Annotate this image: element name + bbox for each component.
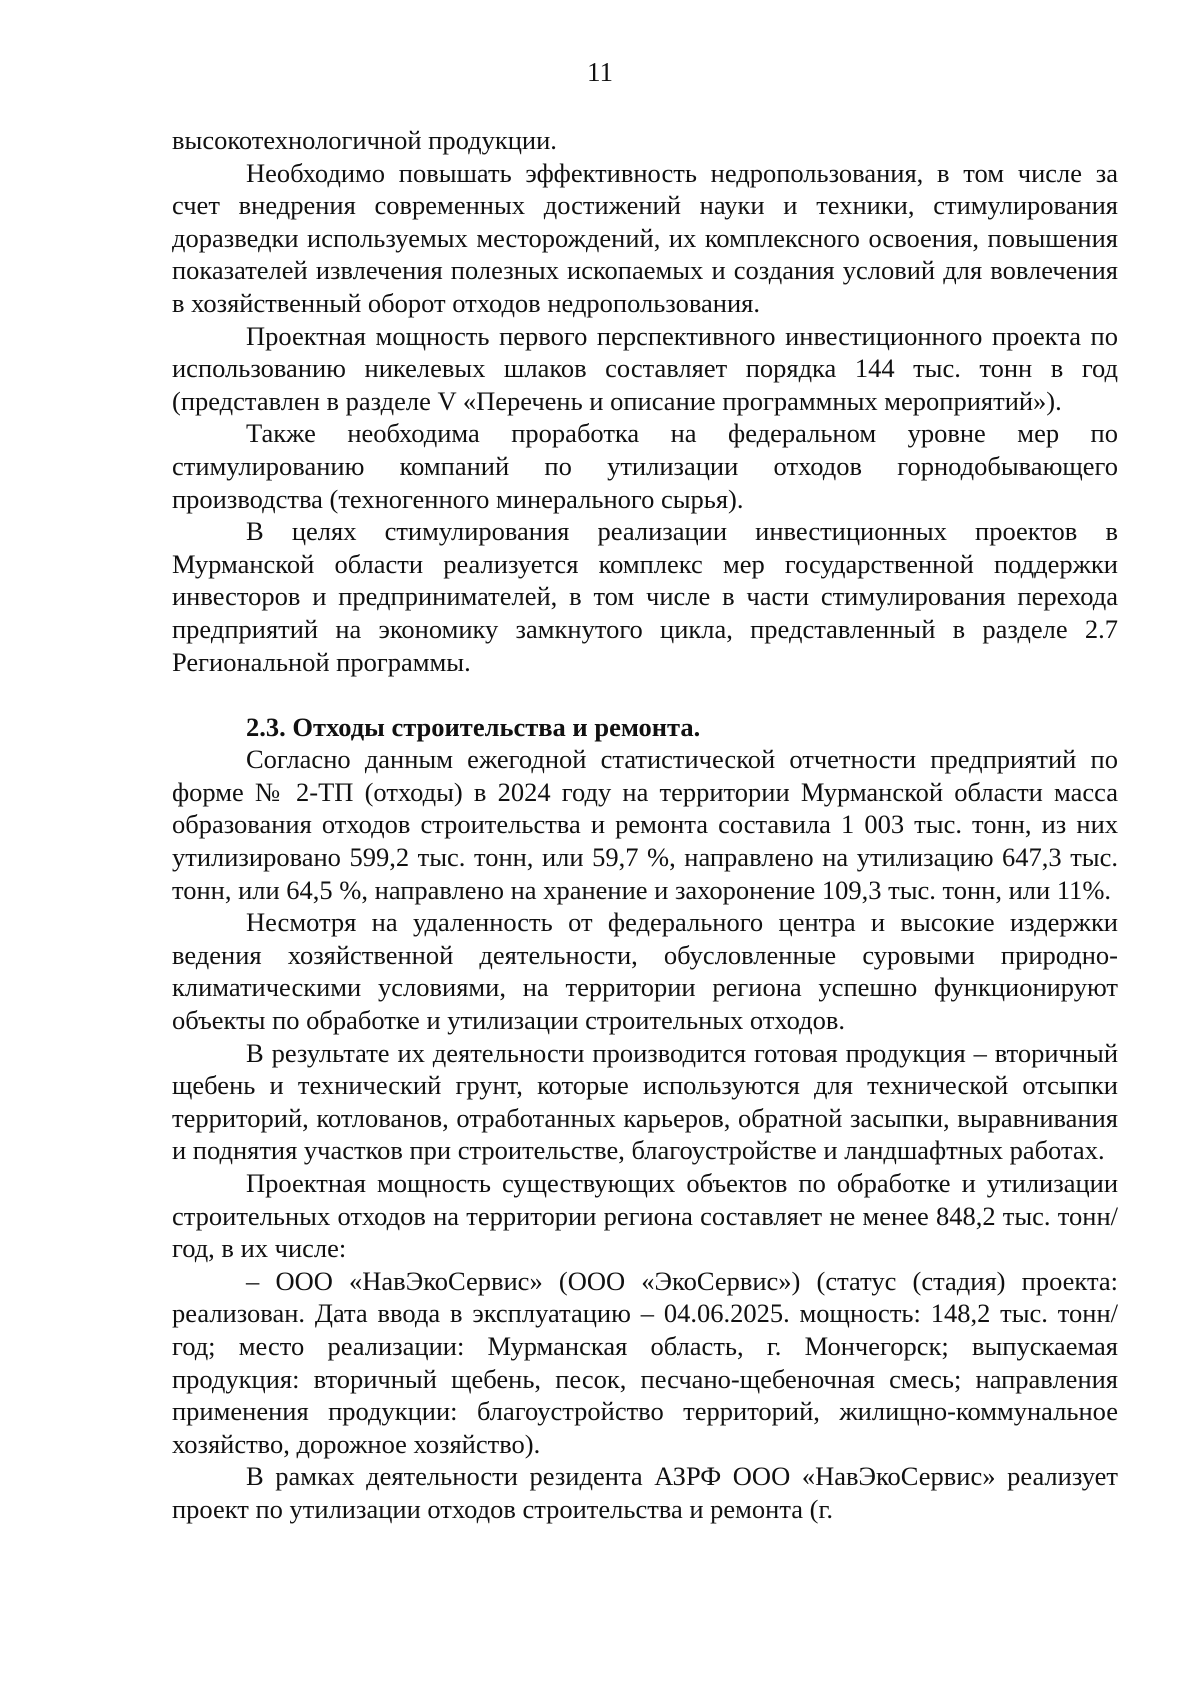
paragraph-azrf-resident: В рамках деятельности резидента АЗРФ ООО «НавЭкоСервис» реализует проект по утилизации отходов строительства и ремонта (г. xyxy=(172,1461,1118,1524)
paragraph-investment-support: В целях стимулирования реализации инвестиционных проектов в Мурманской области реализуется комплекс мер государственной поддержки инвесторов и предпринимателей, в том числе в части стимулирования перехода предприятий на экономику замкнутого цикла, представленный в разделе 2.7 Региональной программы. xyxy=(172,516,1118,677)
paragraph-regional-facilities: Несмотря на удаленность от федерального центра и высокие издержки ведения хозяйственной деятельности, обусловленные суровыми природно-климатическими условиями, на территории региона успешно функционируют объекты по обработке и утилизации строительных отходов. xyxy=(172,907,1118,1036)
paragraph-statistics: Согласно данным ежегодной статистической отчетности предприятий по форме № 2-ТП (отходы) в 2024 году на территории Мурманской области масса образования отходов строительства и ремонта составила 1 003 тыс. тонн, из них утилизировано 599,2 тыс. тонн, или 59,7 %, направлено на утилизацию 647,3 тыс. тонн, или 64,5 %, направлено на хранение и захоронение 109,3 тыс. тонн, или 11%. xyxy=(172,744,1118,905)
paragraph-navecoservice-item: – ООО «НавЭкоСервис» (ООО «ЭкоСервис») (статус (стадия) проекта: реализован. Дата ввода в эксплуатацию – 04.06.2025. мощность: 148,2 тыс. тонн/ год; место реализации: Мурманская область, г. Мончегорск; выпускаемая продукция: вторичный щебень, песок, песчано-щебеночная смесь; направления применения продукции: благоустройство территорий, жилищно-коммунальное хозяйство, дорожное хозяйство). xyxy=(172,1265,1118,1459)
paragraph-continuation: высокотехнологичной продукции. xyxy=(172,125,557,155)
paragraph-products: В результате их деятельности производится готовая продукция – вторичный щебень и технический грунт, которые используются для технической отсыпки территорий, котлованов, отработанных карьеров, обратной засыпки, выравнивания и поднятия участков при строительстве, благоустройстве и ландшафтных работах. xyxy=(172,1037,1118,1166)
document-body xyxy=(172,124,1118,1526)
paragraph-capacity: Проектная мощность существующих объектов по обработке и утилизации строительных отходов на территории региона составляет не менее 848,2 тыс. тонн/год, в их числе: xyxy=(172,1168,1118,1264)
page-number: 11 xyxy=(587,57,613,87)
paragraph-subsoil-efficiency: Необходимо повышать эффективность недропользования, в том числе за счет внедрения современных достижений науки и техники, стимулирования доразведки используемых месторождений, их комплексного освоения, повышения показателей извлечения полезных ископаемых и создания условий для вовлечения в хозяйственный оборот отходов недропользования. xyxy=(172,157,1118,318)
paragraph-nickel-slag-project: Проектная мощность первого перспективного инвестиционного проекта по использованию никелевых шлаков составляет порядка 144 тыс. тонн в год (представлен в разделе V «Перечень и описание программных мероприятий»). xyxy=(172,320,1118,416)
paragraph-federal-measures: Также необходима проработка на федеральном уровне мер по стимулированию компаний по утилизации отходов горнодобывающего производства (техногенного минерального сырья). xyxy=(172,418,1118,514)
section-heading: 2.3. Отходы строительства и ремонта. xyxy=(246,711,701,742)
